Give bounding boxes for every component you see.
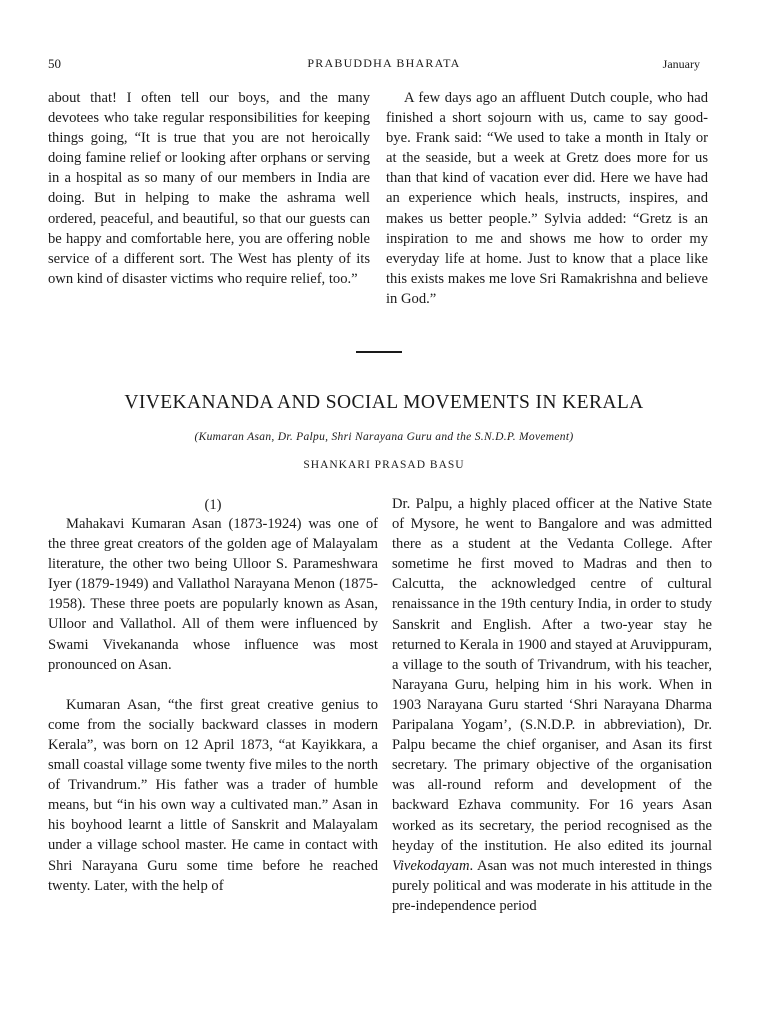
top-left-paragraph: about that! I often tell our boys, and the many devotees who take regular responsibilities for keeping things going, “It is true that you are not heroically doing famine relief or looking after orphans or serving in a hospital as so many of our members in India are doing. But in helping to make the ashrama well ordered, peaceful, and beautiful, so that our guests can be happy and comfortable here, you are offering noble service of a different sort. The West has plenty of its own kind of disaster victims who require relief, too.” <box>48 90 370 287</box>
top-left-column <box>48 88 370 289</box>
article-paragraph-3 <box>392 494 712 916</box>
article-right-column <box>392 494 712 916</box>
top-right-column <box>386 88 708 309</box>
article-paragraph-1: Mahakavi Kumaran Asan (1873-1924) was one of the three great creators of the golden age of Malayalam literature, the other two being Ulloor S. Parameshwara Iyer (1879-1949) and Vallathol Narayana Menon (1875-1958). These three poets are popularly known as Asan, Ulloor and Vallathol. All of them were influenced by Swami Vivekananda whose influence was most pronounced on Asan. <box>48 516 378 673</box>
top-right-paragraph: A few days ago an affluent Dutch couple, who had finished a short sojourn with us, came to say good-bye. Frank said: “We used to take a month in Italy or at the seaside, but a week at Gretz does more for us than that kind of vacation ever did. Here we have had an experience which heals, instructs, inspires, and makes us better people.” Sylvia added: “Gretz is an inspiration to me and shows me how to order my everyday life at home. Just to know that a place like this exists makes me love Sri Ramakrishna and believe in God.” <box>386 90 708 307</box>
paragraph-gap <box>48 675 378 695</box>
journal-title: PRABUDDHA BHARATA <box>307 56 461 70</box>
section-number-spacer <box>48 494 378 514</box>
article-author: SHANKARI PRASAD BASU <box>303 459 465 471</box>
article-paragraph-3-text-b: . Asan was not much interested in things purely political and was moderate in his attitude in the pre-independence period <box>392 857 712 914</box>
page-number: 50 <box>48 56 61 71</box>
issue-month: January <box>662 57 700 71</box>
section-number: (1) <box>204 497 222 513</box>
running-header <box>0 56 768 76</box>
article-left-column <box>48 494 378 896</box>
section-divider <box>356 351 402 353</box>
article-paragraph-2: Kumaran Asan, “the first great creative genius to come from the socially backward classes in modern Kerala”, was born on 12 April 1873, “at Kayikkara, a small coastal village some twenty five miles to the north of Trivandrum.” His father was a trader of humble means, but “in his own way a cultivated man.” Asan in his boyhood learnt a little of Sanskrit and Malayalam under a village school master. He came in contact with Shri Narayana Guru some time before he reached twenty. Later, with the help of <box>48 696 378 894</box>
article-title: VIVEKANANDA AND SOCIAL MOVEMENTS IN KERALA <box>124 392 644 413</box>
article-paragraph-3-text-a: Dr. Palpu, a highly placed officer at the Native State of Mysore, he went to Bangalore and was admitted there as a student at the Vedanta College. After sometime he first moved to Madras and then to Calcutta, the acknowledged centre of cultural renaissance in the 19th century India, in order to study Sanskrit and English. After a two-year stay he returned to Kerala in 1900 and stayed at Aruvippuram, a village to the south of Trivandrum, with his teacher, Narayana Guru, helping him in his work. When in 1903 Narayana Guru started ‘Shri Narayana Dharma Paripalana Yogam’, (S.N.D.P. in abbreviation), Dr. Palpu became the chief organiser, and Asan its first secretary. The primary objective of the organisation was all-round reform and development of the backward Ezhava community. For 16 years Asan worked as its secretary, the period recognised as the heyday of the institution. He also edited its journal <box>392 496 712 854</box>
journal-name: Vivekodayam <box>392 857 470 874</box>
article-subtitle: (Kumaran Asan, Dr. Palpu, Shri Narayana Guru and the S.N.D.P. Movement) <box>194 431 574 443</box>
